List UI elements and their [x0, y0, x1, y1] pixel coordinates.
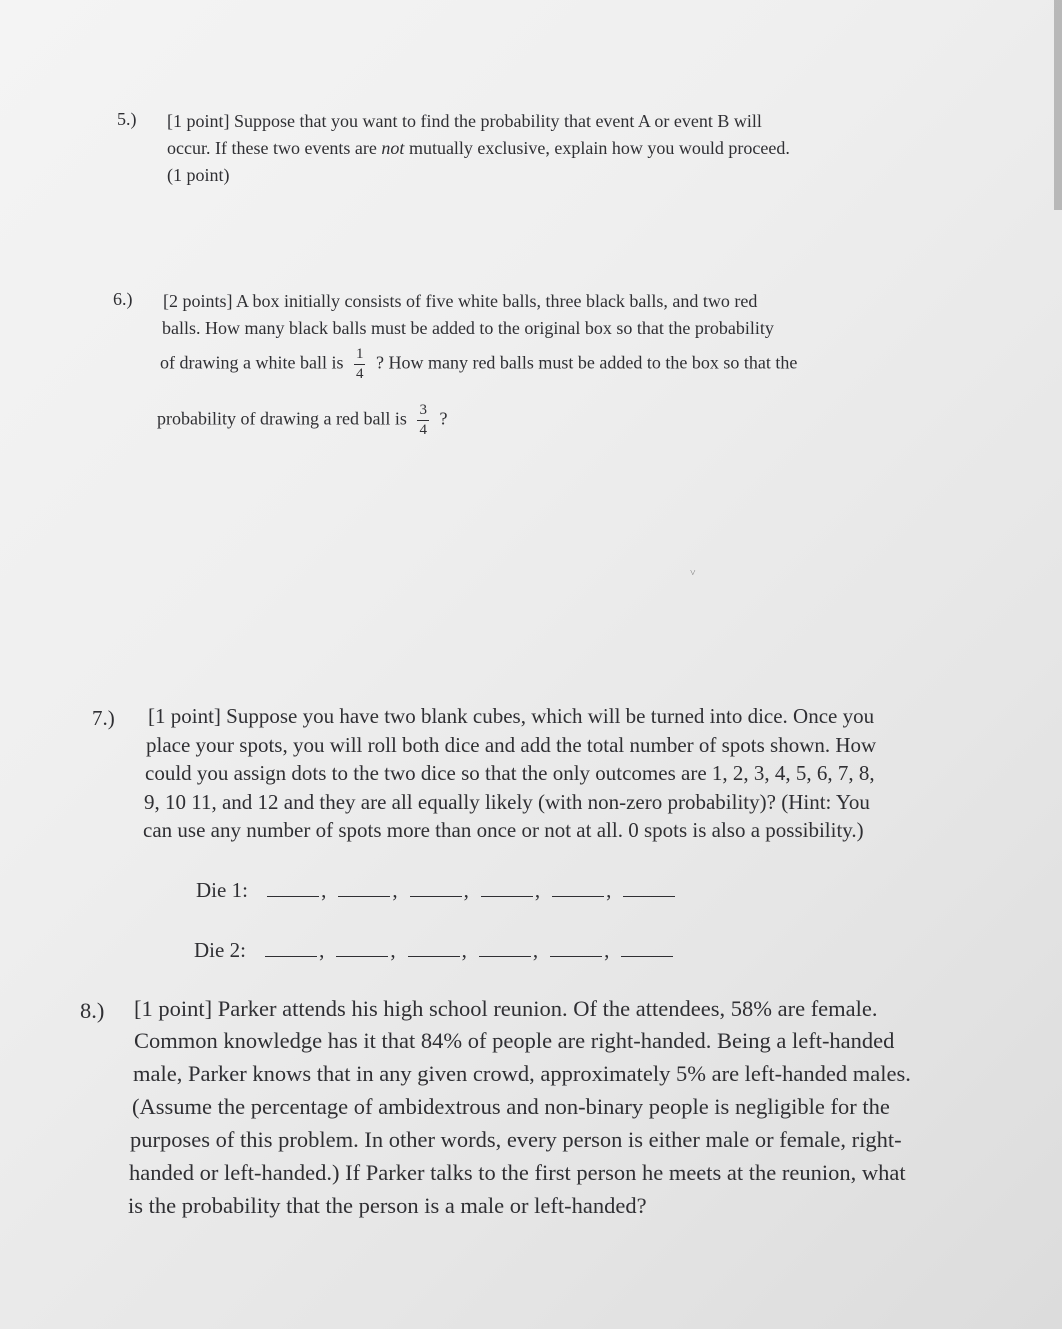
- fraction-one-quarter: $\frac{1}{4}$: [355, 346, 364, 382]
- question-text-line: probability of drawing a red ball is $\frac{3}{4}$ ?: [157, 402, 448, 438]
- answer-blank[interactable]: [552, 882, 604, 897]
- answer-blank[interactable]: [410, 882, 462, 897]
- emphasis-not: not: [381, 138, 405, 158]
- question-text-line: could you assign dots to the two dice so that the only outcomes are 1, 2, 3, 4, 5, 6, 7, 8,: [145, 761, 875, 785]
- question-text-line: balls. How many black balls must be added to the original box so that the probability: [162, 318, 774, 338]
- paper-edge-shadow: [1054, 0, 1062, 210]
- question-text-line: [1 point] Parker attends his high school reunion. Of the attendees, 58% are female.: [134, 996, 878, 1021]
- die-1-answer-row: Die 1: , , , , ,: [196, 878, 677, 903]
- question-text-line: [2 points] A box initially consists of five white balls, three black balls, and two red: [163, 291, 758, 311]
- answer-blank[interactable]: [267, 882, 319, 897]
- answer-blank[interactable]: [550, 942, 602, 957]
- question-points: (1 point): [167, 165, 230, 185]
- question-text-line: male, Parker knows that in any given crowd, approximately 5% are left-handed males.: [133, 1061, 911, 1086]
- question-8: [80, 990, 1040, 1230]
- question-text-line: can use any number of spots more than once or not at all. 0 spots is also a possibility.): [143, 818, 864, 842]
- question-text-line: (Assume the percentage of ambidextrous and non-binary people is negligible for the: [132, 1094, 890, 1119]
- answer-blank[interactable]: [623, 882, 675, 897]
- question-7: [92, 700, 1012, 970]
- die-2-label: Die 2:: [194, 938, 246, 962]
- question-text-line: occur. If these two events are not mutually exclusive, explain how you would proceed.: [167, 138, 790, 158]
- question-number: 7.): [92, 706, 115, 730]
- question-6: [113, 289, 993, 459]
- question-text-line: handed or left-handed.) If Parker talks to the first person he meets at the reunion, what: [129, 1160, 906, 1185]
- question-5: [117, 109, 977, 199]
- fraction-three-quarters: $\frac{3}{4}$: [419, 402, 427, 438]
- answer-blank[interactable]: [479, 942, 531, 957]
- question-text-line: purposes of this problem. In other words, every person is either male or female, right-: [130, 1127, 902, 1152]
- question-number: 6.): [113, 289, 133, 309]
- question-text-line: place your spots, you will roll both dice and add the total number of spots shown. How: [146, 733, 877, 757]
- stray-pen-mark: ˅: [690, 568, 696, 579]
- answer-blank[interactable]: [408, 942, 460, 957]
- answer-blank[interactable]: [338, 882, 390, 897]
- question-text-line: of drawing a white ball is $\frac{1}{4}$ ? How many red balls must be added to the box so that the: [160, 346, 798, 382]
- question-text-line: is the probability that the person is a male or left-handed?: [128, 1193, 647, 1218]
- question-text-line: [1 point] Suppose that you want to find the probability that event A or event B will: [167, 111, 762, 131]
- answer-blank[interactable]: [621, 942, 673, 957]
- question-text-line: 9, 10 11, and 12 and they are all equally likely (with non-zero probability)? (Hint: You: [144, 790, 870, 814]
- question-number: 8.): [80, 998, 105, 1023]
- die-1-label: Die 1:: [196, 878, 248, 902]
- answer-blank[interactable]: [481, 882, 533, 897]
- question-number: 5.): [117, 109, 137, 129]
- answer-blank[interactable]: [336, 942, 388, 957]
- question-text-line: Common knowledge has it that 84% of people are right-handed. Being a left-handed: [134, 1028, 895, 1053]
- answer-blank[interactable]: [265, 942, 317, 957]
- die-2-answer-row: Die 2: , , , , ,: [194, 938, 675, 963]
- question-text-line: [1 point] Suppose you have two blank cubes, which will be turned into dice. Once you: [148, 704, 875, 728]
